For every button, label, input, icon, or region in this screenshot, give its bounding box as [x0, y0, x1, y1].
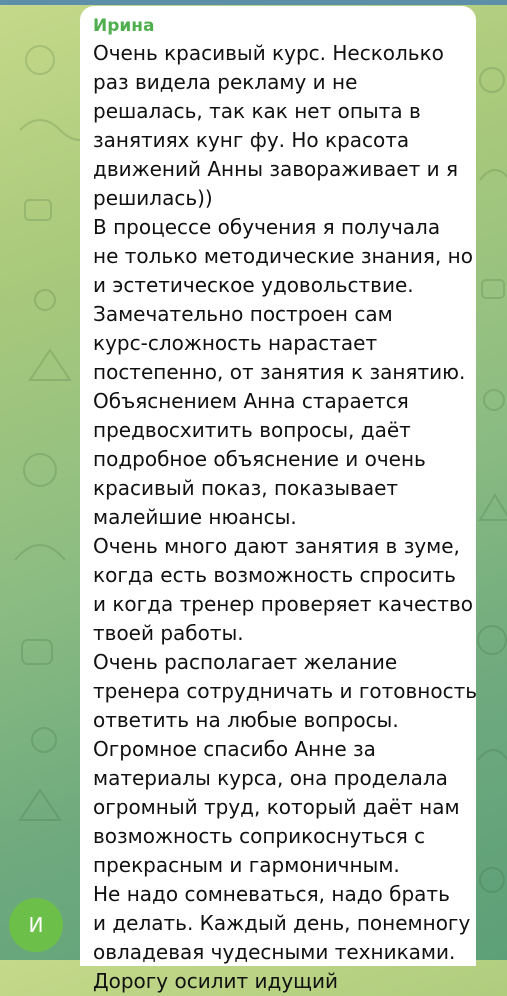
message-line: постепенно, от занятия к занятию. — [93, 360, 466, 384]
message-line: Огромное спасибо Анне за — [93, 737, 376, 761]
message-line: раз видела рекламу и не — [93, 70, 358, 94]
message-line: возможность соприкоснуться с — [93, 824, 426, 848]
message-line: Замечательно построен сам — [93, 302, 393, 326]
message-line: ответить на любые вопросы. — [93, 708, 399, 732]
message-line: В процессе обучения я получала — [93, 215, 441, 239]
message-bubble[interactable] — [80, 6, 478, 993]
message-line: Не надо сомневаться, надо брать — [93, 882, 450, 906]
message-line: овладевая чудесными техниками. — [93, 940, 456, 964]
message-line: Очень красивый курс. Несколько — [93, 41, 444, 65]
message-line: тренера сотрудничать и готовность — [93, 679, 478, 703]
message-line: красивый показ, показывает — [93, 476, 399, 500]
message-line: подробное объяснение и очень — [93, 447, 426, 471]
message-line: решалась, так как нет опыта в — [93, 99, 421, 123]
message-line: твоей работы. — [93, 621, 244, 645]
message-line: малейшие нюансы. — [93, 505, 297, 529]
avatar-initial: И — [28, 913, 44, 937]
message-line: и эстетическое удовольствие. — [93, 273, 414, 297]
message-text — [93, 39, 478, 996]
sender-name[interactable]: Ирина — [93, 16, 155, 36]
message-line: и когда тренер проверяет качество — [93, 592, 473, 616]
message-line: и делать. Каждый день, понемногу — [93, 911, 471, 935]
message-line: когда есть возможность спросить — [93, 563, 456, 587]
message-line: Очень располагает желание — [93, 650, 398, 674]
message-line: не только методические знания, но — [93, 244, 473, 268]
message-line: занятиях кунг фу. Но красота — [93, 128, 410, 152]
message-line: огромный труд, который даёт нам — [93, 795, 460, 819]
message-line: предвосхитить вопросы, даёт — [93, 418, 411, 442]
sender-avatar[interactable] — [9, 898, 63, 952]
message-line: материалы курса, она проделала — [93, 766, 448, 790]
message-line: Объяснением Анна старается — [93, 389, 409, 413]
message-line: прекрасным и гармоничным. — [93, 853, 400, 877]
message-line: движений Анны завораживает и я — [93, 157, 458, 181]
message-line: Дорогу осилит идущий — [93, 969, 339, 993]
message-line: Очень много дают занятия в зуме, — [93, 534, 460, 558]
message-line: курс-сложность нарастает — [93, 331, 378, 355]
message-line: решилась)) — [93, 186, 213, 210]
